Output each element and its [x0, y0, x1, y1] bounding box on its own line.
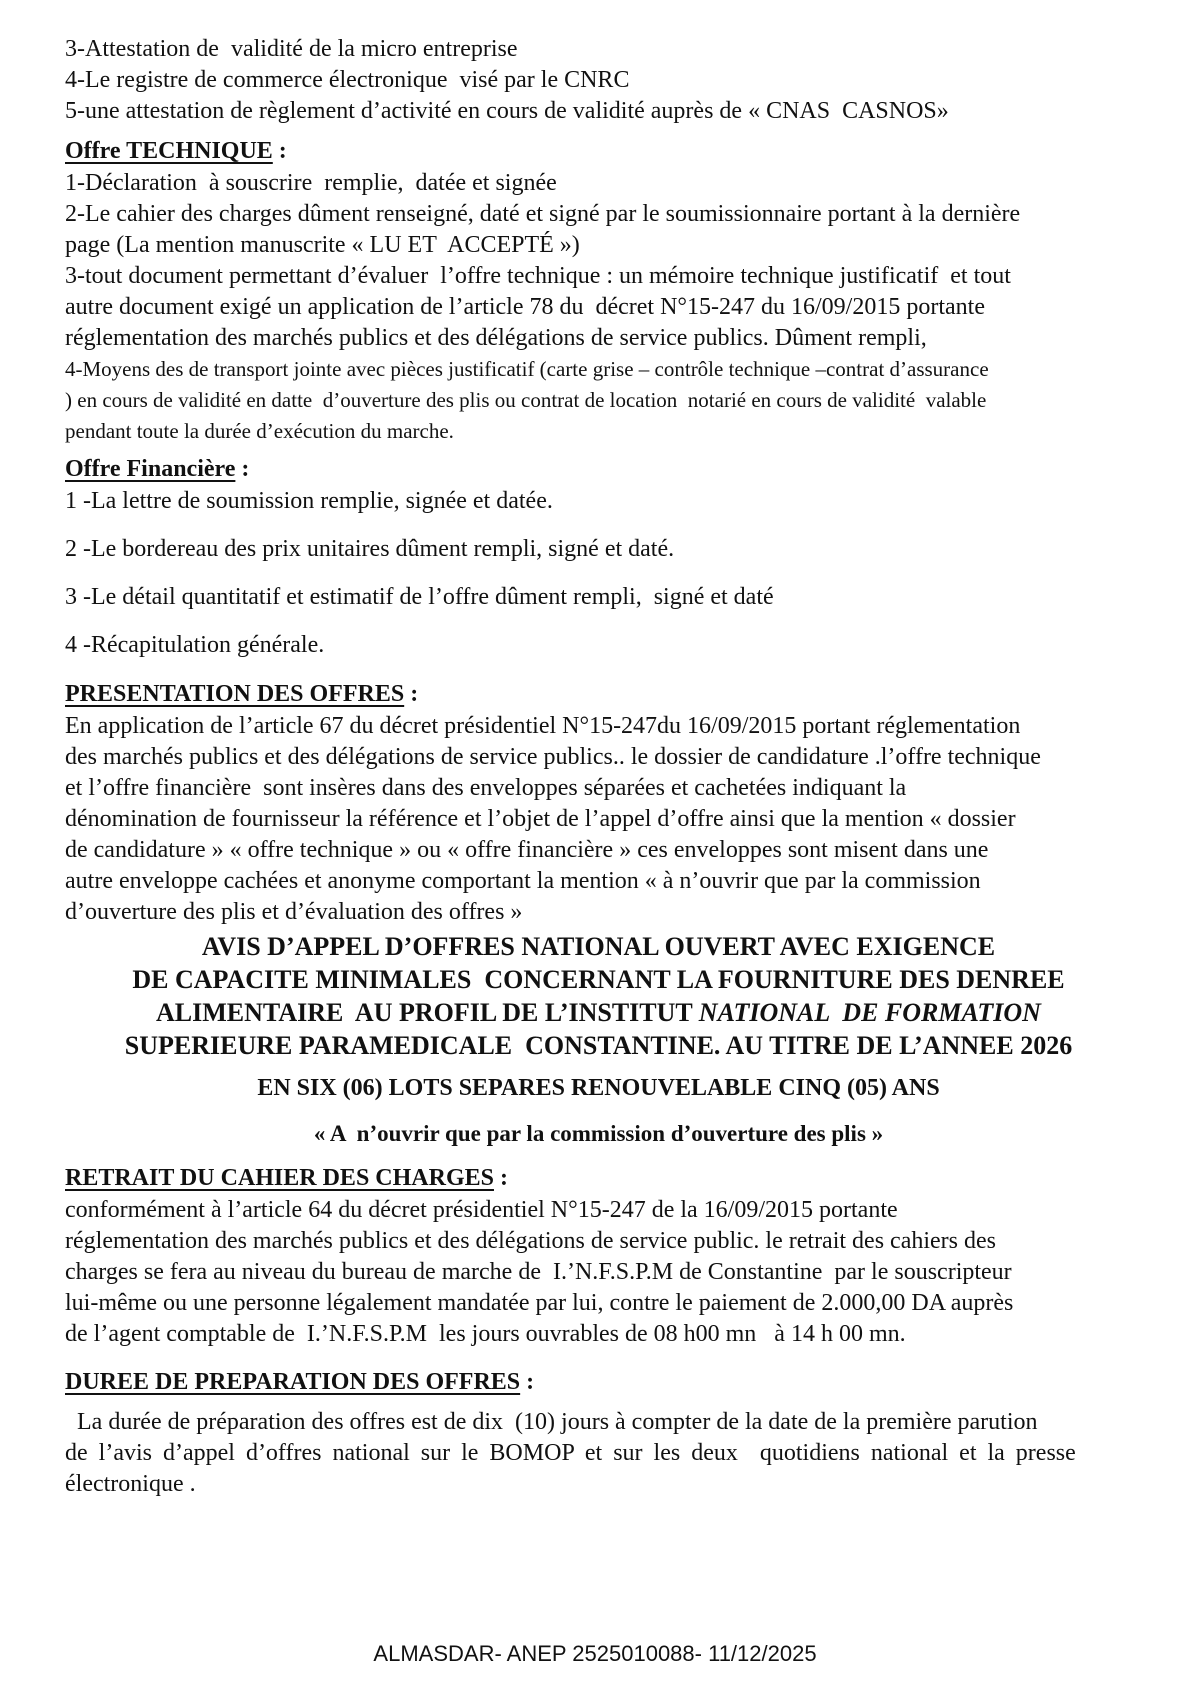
heading-text: Offre Financière [65, 456, 236, 482]
technique-line: réglementation des marchés publics et des délégations de service publics. Dûment rempli, [65, 325, 927, 351]
section-heading-presentation [65, 678, 1132, 711]
financiere-item: 3 -Le détail quantitatif et estimatif de l’offre dûment rempli, signé et daté [65, 584, 774, 610]
announcement-block [65, 930, 1132, 1150]
heading-colon: : [235, 456, 250, 482]
candidature-line: 5-une attestation de règlement d’activité en cours de validité auprès de « CNAS CASNOS» [65, 98, 949, 124]
financiere-item: 2 -Le bordereau des prix unitaires dûment rempli, signé et daté. [65, 536, 675, 562]
technique-line: autre document exigé un application de l’article 78 du décret N°15-247 du 16/09/2015 portante [65, 294, 985, 320]
duree-line: électronique . [65, 1471, 196, 1497]
technique-line: 2-Le cahier des charges dûment renseigné, daté et signé par le soumissionnaire portant à la dernière [65, 201, 1021, 227]
retrait-line: charges se fera au niveau du bureau de marche de I.’N.F.S.P.M de Constantine par le souscripteur [65, 1259, 1012, 1285]
heading-text: RETRAIT DU CAHIER DES CHARGES [65, 1165, 494, 1191]
presentation-line: des marchés publics et des délégations de service publics.. le dossier de candidature .l’offre technique [65, 744, 1041, 770]
technique-line-small: pendant toute la durée d’exécution du marche. [65, 419, 454, 443]
presentation-line: de candidature » « offre technique » ou « offre financière » ces enveloppes sont misent dans une [65, 837, 989, 863]
heading-text: DUREE DE PREPARATION DES OFFRES [65, 1369, 521, 1395]
section-heading-duree [65, 1366, 1132, 1399]
lots-line: EN SIX (06) LOTS SEPARES RENOUVELABLE CINQ (05) ANS [257, 1075, 940, 1101]
footer-imprint: ALMASDAR- ANEP 2525010088- 11/12/2025 [373, 1641, 817, 1666]
announcement-title-line: AVIS D’APPEL D’OFFRES NATIONAL OUVERT AVEC EXIGENCE [201, 932, 996, 961]
heading-colon: : [520, 1369, 535, 1395]
candidature-line: 4-Le registre de commerce électronique visé par le CNRC [65, 67, 630, 93]
retrait-line: réglementation des marchés publics et des délégations de service public. le retrait des cahiers des [65, 1228, 996, 1254]
heading-colon: : [272, 138, 287, 164]
technique-line: page (La mention manuscrite « LU ET ACCEPTÉ ») [65, 232, 580, 258]
heading-colon: : [404, 681, 419, 707]
financiere-item: 4 -Récapitulation générale. [65, 632, 325, 658]
financiere-item: 1 -La lettre de soumission remplie, signée et datée. [65, 488, 553, 514]
announcement-title-line: SUPERIEURE PARAMEDICALE CONSTANTINE. AU TITRE DE L’ANNEE 2026 [124, 1031, 1073, 1060]
section-heading-retrait [65, 1162, 1132, 1195]
section-heading-offre-technique [65, 135, 1132, 168]
presentation-line: En application de l’article 67 du décret présidentiel N°15-247du 16/09/2015 portant réglementation [65, 713, 1021, 739]
presentation-line: d’ouverture des plis et d’évaluation des offres » [65, 899, 523, 925]
technique-line-small: 4-Moyens des de transport jointe avec pièces justificatif (carte grise – contrôle technique –contrat d’assurance [65, 357, 989, 381]
presentation-line: et l’offre financière sont insères dans des enveloppes séparées et cachetées indiquant la [65, 775, 907, 801]
technique-line: 1-Déclaration à souscrire remplie, datée et signée [65, 170, 557, 196]
retrait-line: de l’agent comptable de I.’N.F.S.P.M les jours ouvrables de 08 h00 mn à 14 h 00 mn. [65, 1321, 906, 1347]
announcement-title-line [65, 996, 1132, 1029]
heading-text: Offre TECHNIQUE [65, 138, 273, 164]
duree-line: de l’avis d’appel d’offres national sur le BOMOP et sur les deux quotidiens national et la presse [65, 1440, 1076, 1466]
title-text: ALIMENTAIRE AU PROFIL DE L’INSTITUT [156, 998, 699, 1027]
mention-line: « A n’ouvrir que par la commission d’ouverture des plis » [313, 1121, 884, 1146]
technique-line-small: ) en cours de validité en datte d’ouverture des plis ou contrat de location notarié en cours de validité valable [65, 388, 987, 412]
duree-line: La durée de préparation des offres est de dix (10) jours à compter de la date de la première parution [65, 1409, 1038, 1435]
presentation-line: autre enveloppe cachées et anonyme comportant la mention « à n’ouvrir que par la commission [65, 868, 981, 894]
retrait-line: lui-même ou une personne légalement mandatée par lui, contre le paiement de 2.000,00 DA auprès [65, 1290, 1014, 1316]
presentation-line: dénomination de fournisseur la référence et l’objet de l’appel d’offre ainsi que la mention « dossier [65, 806, 1016, 832]
announcement-title-line: DE CAPACITE MINIMALES CONCERNANT LA FOURNITURE DES DENREE [132, 965, 1065, 994]
title-text-italic: NATIONAL DE FORMATION [698, 998, 1041, 1027]
technique-line: 3-tout document permettant d’évaluer l’offre technique : un mémoire technique justificatif et tout [65, 263, 1011, 289]
heading-colon: : [493, 1165, 508, 1191]
retrait-line: conformément à l’article 64 du décret présidentiel N°15-247 de la 16/09/2015 portante [65, 1197, 898, 1223]
section-heading-offre-financiere [65, 453, 1132, 486]
candidature-line: 3-Attestation de validité de la micro entreprise [65, 36, 518, 62]
heading-text: PRESENTATION DES OFFRES [65, 681, 405, 707]
